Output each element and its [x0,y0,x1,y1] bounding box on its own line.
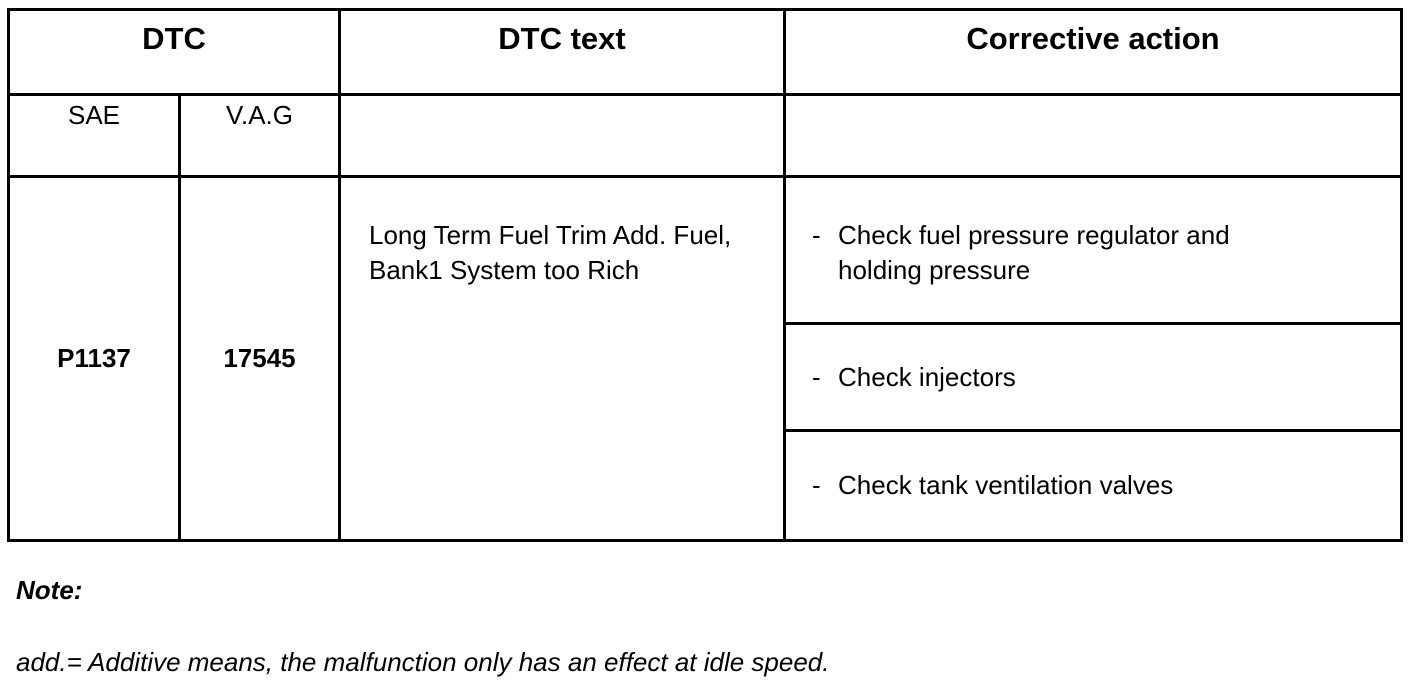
vag-code: 17545 [180,177,340,541]
subheader-empty-action [785,95,1402,177]
subheader-empty-text [340,95,785,177]
action-item-2 [812,360,1390,395]
dtc-text-cell [340,177,785,541]
action-text-1: Check fuel pressure regulator and holding pressure [838,220,1230,285]
subheader-vag: V.A.G [180,95,340,177]
action-dash-3: - [812,470,821,500]
dtc-text: Long Term Fuel Trim Add. Fuel, Bank1 System too Rich [369,220,732,285]
table-row [9,177,1402,324]
note-text: add.= Additive means, the malfunction only has an effect at idle speed. [16,647,830,677]
dtc-table [7,8,1403,542]
header-dtc: DTC [9,10,340,95]
action-cell-3 [785,431,1402,541]
table-header-row [9,10,1402,95]
table-subheader-row [9,95,1402,177]
header-dtc-text: DTC text [340,10,785,95]
sae-code: P1137 [9,177,180,541]
action-text-2: Check injectors [838,361,1016,392]
action-dash-2: - [812,361,821,392]
action-item-1 [812,218,1390,288]
header-corrective-action: Corrective action [785,10,1402,95]
action-item-3 [812,468,1390,503]
action-cell-1 [785,177,1402,324]
subheader-sae: SAE [9,95,180,177]
note-title: Note: [16,575,83,605]
action-dash-1: - [812,220,821,250]
action-cell-2 [785,324,1402,431]
action-text-3: Check tank ventilation valves [838,470,1174,500]
